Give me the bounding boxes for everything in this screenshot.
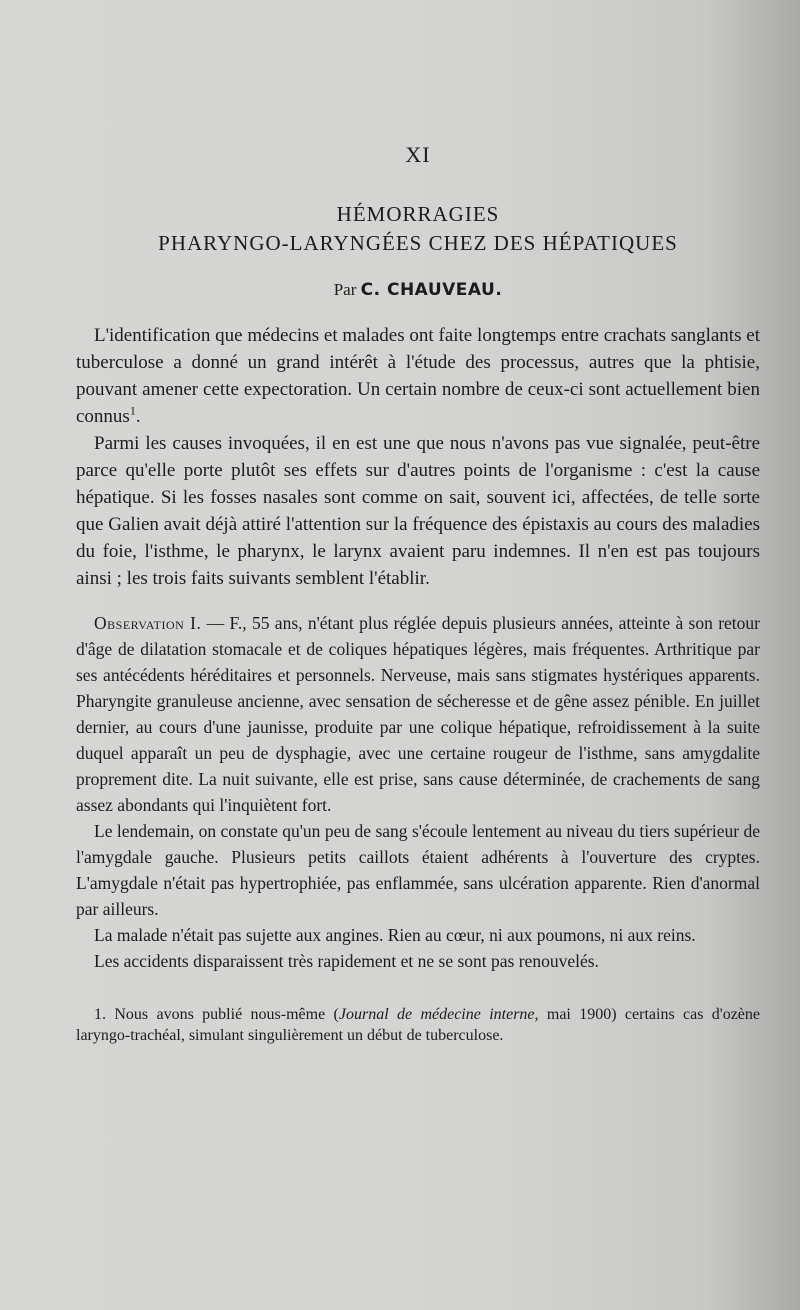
- observation-paragraph-2: Le lendemain, on constate qu'un peu de sang s'écoule lentement au niveau du tiers supérieur de l'amygdale gauche. Plusieurs petits caillots étaient adhérents à l'ouverture des cryptes. L'amygdale n'était pas hypertrophiée, pas enflammée, sans ulcération apparente. Rien d'anormal par ailleurs.: [76, 821, 760, 919]
- observation-paragraph-3: La malade n'était pas sujette aux angines. Rien au cœur, ni aux poumons, ni aux reins.: [94, 925, 696, 945]
- observation-paragraph-1-text: — F., 55 ans, n'étant plus réglée depuis plusieurs années, atteinte à son retour d'âge de dilatation stomacale et de coliques hépatiques légères, mais fréquentes. Arthritique par ses antécédents héréditaires et personnels. Nerveuse, mais sans stigmates hystériques apparents. Pharyngite granuleuse ancienne, avec sensation de sécheresse et de gêne assez pénible. En juillet dernier, au cours d'une jaunisse, produite par une colique hépatique, refroidissement à la suite duquel apparaît un peu de dysphagie, avec une certaine rougeur de l'isthme, sans amygdalite proprement dite. La nuit suivante, elle est prise, sans cause déterminée, de crachements de sang assez abondants qui l'inquiètent fort.: [76, 613, 760, 815]
- observation-paragraph-4: Les accidents disparaissent très rapidement et ne se sont pas renouvelés.: [94, 951, 599, 971]
- observation-label: Observation I.: [94, 613, 202, 633]
- byline: [76, 280, 760, 300]
- author-name: C. CHAUVEAU.: [360, 280, 503, 300]
- intro-paragraph-1-text: L'identification que médecins et malades ont faite longtemps entre crachats sanglants et tuberculose a donné un grand intérêt à l'étude des processus, autres que la phtisie, pouvant amener cette expectoration. Un certain nombre de ceux-ci sont actuellement bien connus: [76, 325, 760, 427]
- footnote: [76, 1004, 760, 1046]
- footnote-text-after: , mai 1900) certains cas d'ozène laryngo-trachéal, simulant singulièrement un début de tuberculose.: [76, 1006, 760, 1044]
- footnote-text-before: Nous avons publié nous-même (: [106, 1006, 339, 1023]
- footnote-journal-title: Journal de médecine interne: [338, 1006, 535, 1023]
- observation-block: [76, 610, 760, 974]
- page-content: [76, 142, 760, 1046]
- chapter-number: XI: [405, 142, 431, 167]
- footnote-block: [76, 1004, 760, 1046]
- intro-paragraph-1: [76, 322, 760, 430]
- observation-paragraph-1: [76, 610, 760, 818]
- intro-paragraph-1-end: .: [135, 406, 141, 427]
- footnote-number: 1.: [94, 1006, 106, 1023]
- byline-prefix: Par: [333, 280, 357, 299]
- footnote-reference: 1: [129, 403, 136, 418]
- intro-paragraph-2: Parmi les causes invoquées, il en est une que nous n'avons pas vue signalée, peut-être parce qu'elle porte plutôt ses effets sur d'autres points de l'organisme : c'est la cause hépatique. Si les fosses nasales sont comme on sait, souvent ici, affectées, de telle sorte que Galien avait déjà attiré l'attention sur la fréquence des épistaxis au cours des maladies du foie, l'isthme, le pharynx, le larynx avaient paru indemnes. Il n'en est pas toujours ainsi ; les trois faits suivants semblent l'établir.: [76, 433, 760, 589]
- chapter-title-line1: HÉMORRAGIES: [336, 202, 500, 226]
- chapter-title-line2: PHARYNGO-LARYNGÉES CHEZ DES HÉPATIQUES: [158, 231, 678, 255]
